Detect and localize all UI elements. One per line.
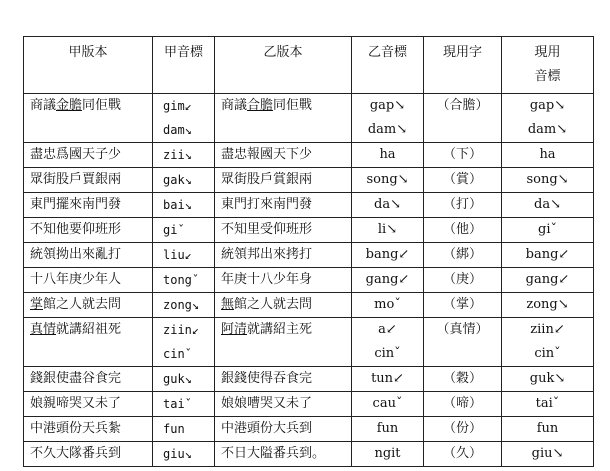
version-b-cell-text: 娘娘嘈哭又未了 [221,396,313,411]
version-a-cell [24,318,153,367]
current-phonetic-cell-line: ziin↙ [530,322,565,337]
current-phonetic-cell [502,367,594,392]
phonetic-b-cell [352,168,424,193]
version-b-cell-text: 無 [221,297,235,312]
current-char-cell [424,318,502,367]
version-b-cell-text: 不日大隘番兵到。 [221,446,326,461]
current-char-cell [424,143,502,168]
version-a-cell-text: 就講紹祖死 [56,322,122,337]
table-body [24,94,594,467]
phonetic-a-cell-line: giˇ [163,223,185,237]
current-phonetic-cell-line: dam↘ [527,122,568,137]
version-a-cell [24,193,153,218]
current-phonetic-cell-line: giˇ [538,222,557,237]
phonetic-a-cell [153,293,215,318]
phonetic-b-cell-line: gap↘ [369,98,406,113]
phonetic-a-cell [153,193,215,218]
current-char-cell [424,367,502,392]
current-char-text: （打） [442,197,482,212]
version-a-cell-text: 金膽 [56,98,83,113]
phonetic-b-cell-line: fun [376,421,399,436]
phonetic-b-cell [352,193,424,218]
current-phonetic-cell [502,293,594,318]
version-b-cell-text: 合膽 [247,98,274,113]
phonetic-b-cell-line: da↘ [374,197,401,212]
current-char-text: （啼） [442,396,482,411]
phonetic-b-cell-line: gang↙ [365,272,410,287]
current-phonetic-cell [502,392,594,417]
phonetic-b-cell-line: ngit [374,446,401,461]
current-char-text: （庚） [442,272,482,287]
current-char-text: （下） [442,147,482,162]
phonetic-a-cell [153,442,215,467]
phonetic-b-cell [352,218,424,243]
version-a-cell-text: 掌 [30,297,44,312]
version-b-cell-text: 同佢戰 [273,98,313,113]
phonetic-b-cell-line: moˇ [374,297,401,312]
version-b-cell [215,143,352,168]
phonetic-a-cell-line: zii↘ [163,148,192,162]
version-a-cell-text: 娘親啼哭又未了 [30,396,122,411]
version-b-cell-text: 東門打來南門發 [221,197,313,212]
phonetic-a-cell [153,392,215,417]
version-b-cell-text: 商議 [221,98,248,113]
table-row [24,367,594,392]
phonetic-b-cell [352,318,424,367]
phonetic-a-cell-line: ziin↙ [163,323,200,337]
phonetic-b-cell [352,442,424,467]
current-char-cell [424,193,502,218]
phonetic-b-cell [352,94,424,143]
table-row [24,94,594,143]
header-current-char: 現用字 [424,37,502,94]
phonetic-a-cell [153,94,215,143]
current-char-text: （掌） [442,297,482,312]
phonetic-b-cell [352,417,424,442]
table-row [24,168,594,193]
table-row [24,392,594,417]
version-b-cell-text: 館之人就去問 [234,297,313,312]
current-phonetic-cell [502,318,594,367]
current-phonetic-cell [502,218,594,243]
current-char-cell [424,94,502,143]
phonetic-a-cell-line: zong↘ [163,298,200,312]
current-char-cell [424,392,502,417]
phonetic-b-cell [352,143,424,168]
version-a-cell-text: 真情 [30,322,57,337]
current-phonetic-cell-line: zong↘ [526,297,569,312]
phonetic-a-cell [153,218,215,243]
current-char-cell [424,218,502,243]
current-phonetic-cell [502,417,594,442]
version-a-cell [24,442,153,467]
current-phonetic-cell-line: cinˇ [534,346,561,361]
phonetic-a-cell-line: bai↘ [163,198,192,212]
version-a-cell [24,243,153,268]
version-b-cell-text: 不知里受仰班形 [221,222,313,237]
current-char-cell [424,268,502,293]
phonetic-a-cell-line: cinˇ [163,347,192,361]
table-row [24,143,594,168]
header-version-a: 甲版本 [24,37,153,94]
current-char-text: （份） [442,421,482,436]
table-row [24,318,594,367]
phonetic-a-cell [153,417,215,442]
current-char-text: （綁） [442,247,482,262]
version-b-cell-text: 年庚十八少年身 [221,272,313,287]
phonetic-b-cell [352,293,424,318]
version-b-cell-text: 眾街股戶賞銀兩 [221,172,313,187]
current-char-cell [424,442,502,467]
current-char-cell [424,417,502,442]
table-row [24,417,594,442]
current-char-text: （真情） [436,322,489,337]
version-b-cell [215,268,352,293]
version-b-cell [215,367,352,392]
current-phonetic-cell-line: gap↘ [529,98,566,113]
version-a-cell-text: 統領拗出來亂打 [30,247,122,262]
version-a-cell [24,417,153,442]
table-row [24,193,594,218]
version-b-cell-text: 盡忠報國天下少 [221,147,313,162]
version-b-cell [215,243,352,268]
phonetic-b-cell-line: a↙ [378,322,397,337]
phonetic-b-cell-line: ha [379,147,396,162]
version-a-cell-text: 眾街股戶賈銀兩 [30,172,122,187]
version-b-cell-text: 銀錢使得吞食完 [221,371,313,386]
phonetic-b-cell [352,392,424,417]
header-phonetic-b: 乙音標 [352,37,424,94]
version-a-cell-text: 不久大隊番兵到 [30,446,122,461]
current-phonetic-cell [502,168,594,193]
current-phonetic-cell-line: fun [536,421,559,436]
version-a-cell [24,168,153,193]
version-a-cell-text: 中港頭份天兵紮 [30,421,122,436]
version-a-cell-text: 東門擺來南門發 [30,197,122,212]
version-b-cell-text: 統領邦出來拷打 [221,247,313,262]
current-char-text: （穀） [442,371,482,386]
version-a-cell [24,367,153,392]
phonetic-b-cell-line: cauˇ [372,396,403,411]
version-a-cell [24,268,153,293]
phonetic-b-cell-line: dam↘ [367,122,408,137]
version-b-cell [215,218,352,243]
current-phonetic-cell-line: ha [539,147,556,162]
phonetic-a-cell-line: taiˇ [163,397,192,411]
phonetic-a-cell-line: dam↘ [163,123,192,137]
header-phonetic-a: 甲音標 [153,37,215,94]
version-b-cell [215,318,352,367]
version-b-cell [215,442,352,467]
phonetic-a-cell [153,367,215,392]
phonetic-a-cell-line: liu↙ [163,248,192,262]
phonetic-a-cell-line: guk↘ [163,372,192,386]
version-b-cell [215,293,352,318]
version-b-cell-text: 中港頭份大兵到 [221,421,313,436]
phonetic-b-cell-line: li↘ [377,222,398,237]
phonetic-a-cell [153,243,215,268]
version-a-cell-text: 同佢戰 [82,98,122,113]
current-phonetic-cell [502,442,594,467]
version-b-cell [215,417,352,442]
current-char-cell [424,293,502,318]
table-row [24,268,594,293]
version-b-cell [215,193,352,218]
version-b-cell [215,168,352,193]
phonetic-b-cell-line: tun↙ [371,371,404,386]
phonetic-a-cell-line: gak↘ [163,173,192,187]
current-phonetic-cell [502,193,594,218]
phonetic-b-cell [352,367,424,392]
phonetic-a-cell [153,143,215,168]
current-phonetic-cell-line: song↘ [526,172,569,187]
current-char-cell [424,168,502,193]
phonetic-a-cell-line: fun [163,422,185,436]
current-phonetic-cell-line: bang↙ [525,247,570,262]
header-row [24,37,594,94]
version-b-cell [215,392,352,417]
version-a-cell [24,94,153,143]
version-b-cell-text: 阿清 [221,322,248,337]
phonetic-a-cell [153,168,215,193]
phonetic-b-cell-line: bang↙ [365,247,410,262]
phonetic-a-cell-line: tongˇ [163,273,200,287]
phonetic-a-cell [153,268,215,293]
version-a-cell-text: 商議 [30,98,57,113]
version-b-cell [215,94,352,143]
phonetic-b-cell [352,243,424,268]
phonetic-a-cell-line: giu↘ [163,447,192,461]
version-a-cell [24,143,153,168]
current-phonetic-cell-line: guk↘ [529,371,566,386]
current-phonetic-cell [502,143,594,168]
version-a-cell [24,293,153,318]
version-a-cell [24,392,153,417]
version-a-cell-text: 館之人就去問 [43,297,122,312]
phonetic-b-cell [352,268,424,293]
table-row [24,293,594,318]
table-row [24,243,594,268]
header-current-phonetic: 現用 音標 [502,37,594,94]
current-phonetic-cell [502,243,594,268]
version-a-cell-text: 盡忠爲國天子少 [30,147,122,162]
version-a-cell-text: 不知他要仰班形 [30,222,122,237]
current-phonetic-cell [502,94,594,143]
current-phonetic-cell [502,268,594,293]
comparison-table [23,36,594,467]
current-phonetic-cell-line: taiˇ [535,396,560,411]
table-row [24,442,594,467]
current-char-text: （合膽） [436,98,489,113]
version-a-cell [24,218,153,243]
phonetic-a-cell [153,318,215,367]
current-char-text: （他） [442,222,482,237]
current-char-text: （久） [442,446,482,461]
phonetic-b-cell-line: cinˇ [374,346,401,361]
current-phonetic-cell-line: giu↘ [531,446,564,461]
header-version-b: 乙版本 [215,37,352,94]
version-a-cell-text: 十八年庚少年人 [30,272,122,287]
version-b-cell-text: 就講紹主死 [247,322,313,337]
table-row [24,218,594,243]
current-char-text: （賞） [442,172,482,187]
phonetic-a-cell-line: gim↙ [163,99,192,113]
current-phonetic-cell-line: da↘ [534,197,561,212]
current-char-cell [424,243,502,268]
current-phonetic-cell-line: gang↙ [525,272,570,287]
version-a-cell-text: 錢銀使盡谷食完 [30,371,122,386]
phonetic-b-cell-line: song↘ [366,172,409,187]
